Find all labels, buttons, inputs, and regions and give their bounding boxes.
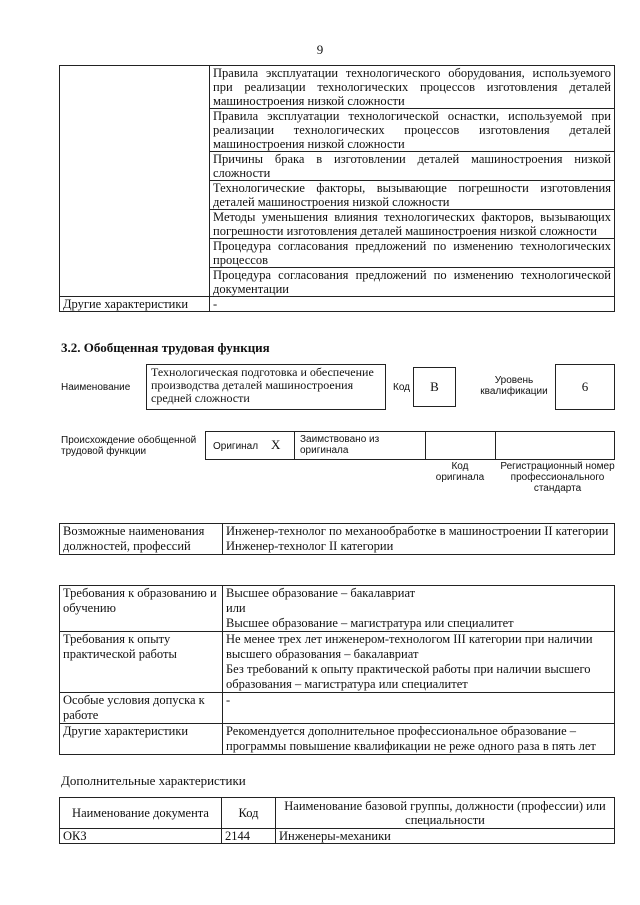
- code-label: Код: [393, 382, 411, 393]
- origin-label: Происхождение обобщенной трудовой функции: [61, 435, 197, 457]
- table-cell: Технологические факторы, вызывающие погрешности изготовления деталей машиностроения низкой сложности: [210, 181, 615, 210]
- original-mark: X: [271, 437, 281, 452]
- req-line: Без требований к опыту практической работы при наличии высшего образования – магистратура или специалитет: [226, 662, 591, 691]
- divider: [294, 431, 295, 460]
- req-value: [223, 586, 615, 632]
- knowledge-table: [59, 65, 615, 312]
- additional-heading: Дополнительные характеристики: [61, 773, 246, 788]
- header-cell: Наименование базовой группы, должности (профессии) или специальности: [276, 798, 615, 829]
- reg-caption: Регистрационный номер профессионального стандарта: [500, 461, 615, 494]
- other-label: Другие характеристики: [60, 297, 210, 312]
- req-value: [223, 724, 615, 755]
- page-number: 9: [316, 42, 324, 57]
- table-row: [60, 524, 615, 555]
- table-cell: Процедура согласования предложений по изменению технологической документации: [210, 268, 615, 297]
- req-value: [223, 632, 615, 693]
- section-heading: 3.2. Обобщенная трудовая функция: [61, 340, 270, 355]
- req-line: Высшее образование – магистратура или специалитет: [226, 616, 514, 630]
- req-line: или: [226, 601, 246, 615]
- level-value: 6: [555, 364, 615, 410]
- positions-label: Возможные наименования должностей, профессий: [60, 524, 223, 555]
- additional-table: [59, 797, 615, 844]
- empty-cell: [60, 66, 210, 297]
- table-cell: Правила эксплуатации технологического оборудования, используемого при реализации технологических процессов изготовления деталей машиностроения низкой сложности: [210, 66, 615, 109]
- table-header-row: [60, 798, 615, 829]
- req-line: Не менее трех лет инженером-технологом III категории при наличии высшего образования – бакалавриат: [226, 632, 593, 661]
- table-cell: Методы уменьшения влияния технологических факторов, вызывающих погрешности изготовления деталей машиностроения низкой сложности: [210, 210, 615, 239]
- requirements-table: [59, 585, 615, 755]
- level-label: Уровень квалификации: [480, 375, 548, 397]
- positions-line: Инженер-технолог по механообработке в машиностроении II категории: [226, 524, 609, 538]
- table-row: [60, 586, 615, 632]
- other-value: -: [210, 297, 615, 312]
- table-cell: Инженеры-механики: [276, 829, 615, 844]
- name-value: Технологическая подготовка и обеспечение производства деталей машиностроения средней сложности: [146, 364, 386, 410]
- req-label: Требования к образованию и обучению: [60, 586, 223, 632]
- req-label: Другие характеристики: [60, 724, 223, 755]
- header-cell: Наименование документа: [60, 798, 222, 829]
- code-caption: Код оригинала: [435, 461, 485, 483]
- positions-table: [59, 523, 615, 555]
- divider: [495, 431, 496, 460]
- positions-line: Инженер-технолог II категории: [226, 539, 394, 553]
- req-line: Рекомендуется дополнительное профессиональное образование – программы повышение квалификации не реже одного раза в пять лет: [226, 724, 596, 753]
- table-row: [60, 724, 615, 755]
- name-label: Наименование: [61, 382, 131, 393]
- req-label: Требования к опыту практической работы: [60, 632, 223, 693]
- table-cell: 2144: [222, 829, 276, 844]
- table-cell: ОКЗ: [60, 829, 222, 844]
- table-cell: Процедура согласования предложений по изменению технологических процессов: [210, 239, 615, 268]
- borrowed-label: Заимствовано из оригинала: [300, 434, 380, 456]
- table-row: [60, 297, 615, 312]
- table-cell: Правила эксплуатации технологической оснастки, используемой при реализации технологических процессов изготовления деталей машиностроения низкой сложности: [210, 109, 615, 152]
- req-label: Особые условия допуска к работе: [60, 693, 223, 724]
- req-line: Высшее образование – бакалавриат: [226, 586, 416, 600]
- table-row: [60, 829, 615, 844]
- original-label: Оригинал: [213, 441, 259, 452]
- table-row: [60, 66, 615, 109]
- req-line: -: [226, 693, 231, 707]
- positions-value: [223, 524, 615, 555]
- code-value: B: [413, 367, 456, 407]
- req-value: [223, 693, 615, 724]
- table-cell: Причины брака в изготовлении деталей машиностроения низкой сложности: [210, 152, 615, 181]
- table-row: [60, 693, 615, 724]
- table-row: [60, 632, 615, 693]
- header-cell: Код: [222, 798, 276, 829]
- divider: [425, 431, 426, 460]
